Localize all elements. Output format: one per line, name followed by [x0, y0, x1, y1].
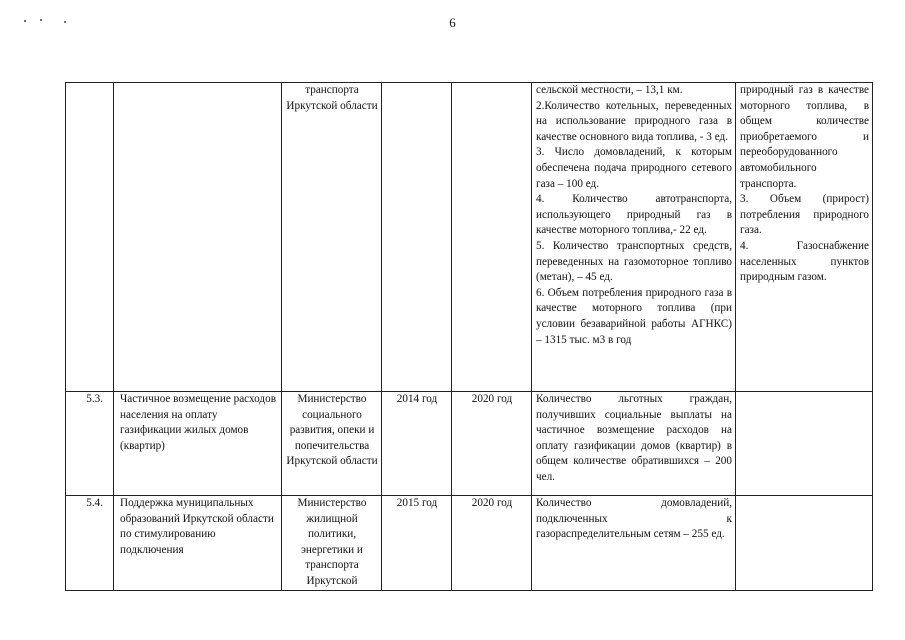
- indicators-cell: [736, 496, 873, 591]
- row-number-cell: 5.3.: [66, 392, 114, 496]
- executor-cell: Министерство социального развития, опеки и попечительства Иркутской области: [282, 392, 382, 496]
- indicators-cell: [736, 392, 873, 496]
- end-year-cell: 2020 год: [452, 496, 532, 591]
- result-item: 3. Число домовладений, к которым обеспечена подача природного сетевого газа – 100 ед.: [536, 146, 732, 190]
- executor-cell: транспорта Иркутской области: [282, 83, 382, 392]
- measure-name-cell: Частичное возмещение расходов населения на оплату газификации жилых домов (квартир): [114, 392, 282, 496]
- table-row: [66, 83, 873, 392]
- scan-specks: [24, 18, 84, 24]
- measure-name-cell: [114, 83, 282, 392]
- measure-name-cell: Поддержка муниципальных образований Иркутской области по стимулированию подключения: [114, 496, 282, 591]
- start-year-cell: 2015 год: [382, 496, 452, 591]
- result-item: сельской местности, – 13,1 км.: [536, 84, 683, 96]
- result-item: 4. Количество автотранспорта, использующего природный газ в качестве моторного топлива,- 22 ед.: [536, 193, 732, 237]
- start-year-cell: [382, 83, 452, 392]
- row-number-cell: 5.4.: [66, 496, 114, 591]
- results-cell: [532, 496, 736, 591]
- indicator-item: природный газ в качестве моторного топлива, в общем количестве приобретаемого и переоборудованного автомобильного транспорта.: [740, 84, 869, 190]
- table-row: [66, 496, 873, 591]
- result-item: 2.Количество котельных, переведенных на использование природного газа в качестве основного вида топлива, - 3 ед.: [536, 99, 732, 143]
- start-year-cell: 2014 год: [382, 392, 452, 496]
- end-year-cell: 2020 год: [452, 392, 532, 496]
- program-table: [65, 82, 873, 591]
- result-item: 5. Количество транспортных средств, переведенных на газомоторное топливо (метан), – 45 ед.: [536, 239, 732, 284]
- indicator-item: 3. Объем (прирост) потребления природного газа.: [740, 193, 869, 237]
- result-item: Количество домовладений, подключенных к газораспределительным сетям – 255 ед.: [536, 497, 732, 541]
- results-cell: [532, 392, 736, 496]
- end-year-cell: [452, 83, 532, 392]
- result-item: 6. Объем потребления природного газа в качестве моторного топлива (при условии безаварийной работы АГНКС) – 1315 тыс. м3 в год: [536, 286, 732, 346]
- results-cell: [532, 83, 736, 392]
- table-row: [66, 392, 873, 496]
- row-number-cell: [66, 83, 114, 392]
- page-number: 6: [449, 15, 456, 30]
- executor-cell: Министерство жилищной политики, энергетики и транспорта Иркутской: [282, 496, 382, 591]
- indicator-item: 4. Газоснабжение населенных пунктов природным газом.: [740, 239, 869, 284]
- indicators-cell: [736, 83, 873, 392]
- result-item: Количество льготных граждан, получивших социальные выплаты на частичное возмещение расходов на оплату газификации домов (квартир) в общем количестве обратившихся – 200 чел.: [536, 393, 732, 483]
